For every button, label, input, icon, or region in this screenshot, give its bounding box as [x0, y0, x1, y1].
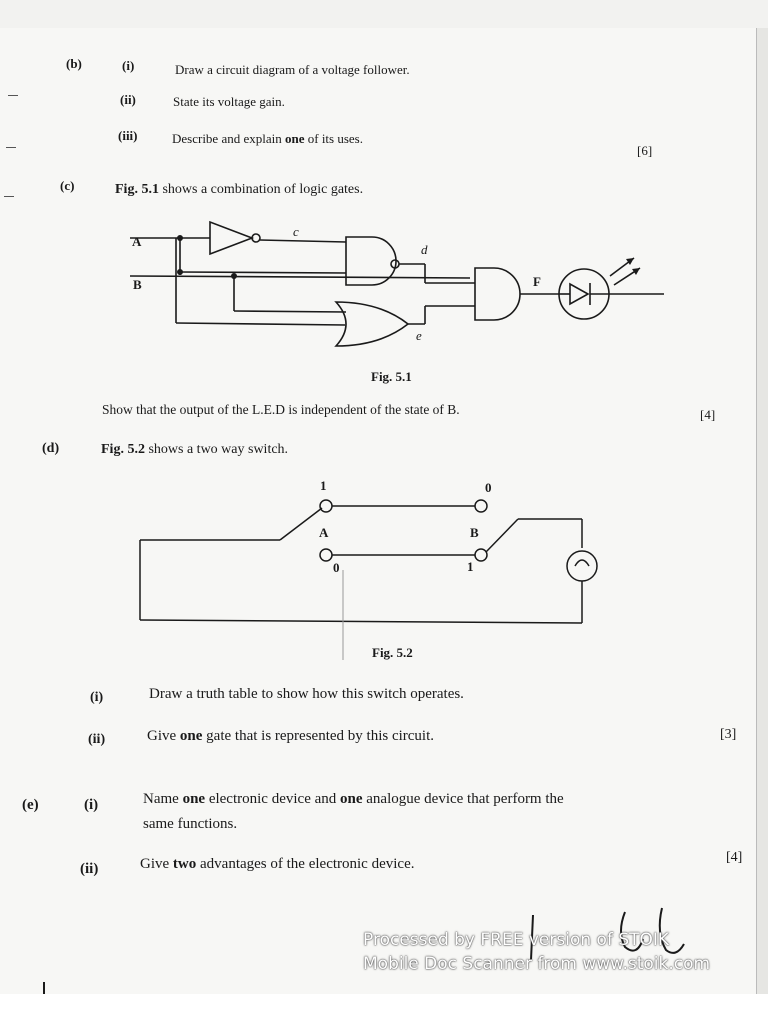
part-e-item-2-num: (ii) — [80, 861, 99, 877]
part-b-label: (b) — [66, 56, 82, 71]
fig-5-2-label-1-bottom: 1 — [467, 559, 474, 574]
part-c-label: (c) — [60, 178, 75, 193]
part-b-marks: [6] — [637, 143, 653, 158]
fig-5-2-label-0-top: 0 — [485, 480, 492, 495]
part-c-question: Show that the output of the L.E.D is independent of the state of B. — [102, 402, 460, 417]
part-e-item-1-text: Name one electronic device and one analogue device that perform the — [143, 791, 564, 807]
part-d-item-1-num: (i) — [90, 690, 104, 705]
part-b-item-3-num: (iii) — [118, 128, 138, 143]
fig-5-2-caption: Fig. 5.2 — [372, 645, 413, 660]
part-d-item-1-text: Draw a truth table to show how this switch operates. — [149, 686, 464, 702]
part-b-item-2-num: (ii) — [120, 92, 136, 107]
fig-5-1-label-e: e — [416, 328, 422, 343]
watermark-line-1: Processed by FREE version of STOIK — [363, 930, 670, 950]
fig-5-1-label-d: d — [421, 242, 428, 257]
part-e-item-1-text-line2: same functions. — [143, 816, 238, 832]
fig-5-2-label-1-top: 1 — [320, 478, 327, 493]
part-e-label: (e) — [22, 797, 39, 813]
fig-5-2-label-0-bottom: 0 — [333, 560, 340, 575]
part-d-marks: [3] — [720, 727, 737, 742]
fig-5-1-label-c: c — [293, 224, 299, 239]
fig-5-1-caption: Fig. 5.1 — [371, 369, 412, 384]
watermark-line-2: Mobile Doc Scanner from www.stoik.com — [363, 954, 711, 974]
part-b-item-1-text: Draw a circuit diagram of a voltage follower. — [175, 62, 410, 77]
part-c-marks: [4] — [700, 407, 716, 422]
part-b-item-1-num: (i) — [122, 58, 135, 73]
part-b-item-3-text: Describe and explain one of its uses. — [172, 131, 363, 146]
part-e-item-1-num: (i) — [84, 797, 99, 813]
part-d-item-2-text: Give one gate that is represented by this circuit. — [147, 728, 435, 744]
part-c-intro: Fig. 5.1 shows a combination of logic gates. — [115, 182, 364, 197]
part-e-item-2-text: Give two advantages of the electronic device. — [140, 856, 415, 872]
part-d-intro: Fig. 5.2 shows a two way switch. — [101, 442, 289, 457]
fig-5-1-input-a: A — [132, 234, 142, 249]
part-d-label: (d) — [42, 441, 60, 456]
fig-5-2-switch-b: B — [470, 525, 479, 540]
part-e-marks: [4] — [726, 850, 743, 865]
fig-5-2-switch-a: A — [319, 525, 329, 540]
part-b-item-2-text: State its voltage gain. — [173, 94, 285, 109]
fig-5-1-output-f: F — [533, 274, 541, 289]
fig-5-1-input-b: B — [133, 277, 142, 292]
part-d-item-2-num: (ii) — [88, 732, 106, 747]
